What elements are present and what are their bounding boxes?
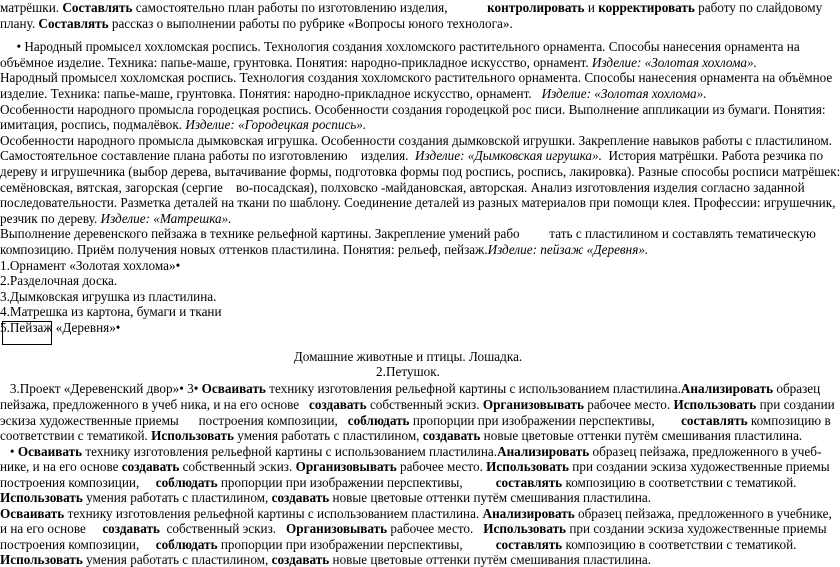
text-run: образец пейзажа, предложенного в учеб- [589, 444, 822, 459]
text-run: новые цветовые оттенки путём смешивания пластилина. [329, 490, 652, 505]
italic-item: Изделие: «Дымковская игрушка». [415, 148, 602, 163]
text-line [0, 428, 816, 443]
text-line [0, 180, 816, 195]
text-run: новые цветовые оттенки путём смешивания пластилина. [480, 428, 803, 443]
text-run: 1.Орнамент «Золотая хохлома»• [0, 258, 181, 273]
text-run: Народный промысел хохломская роспись. Технология создания хохломского растительного орнамента. Способы нанесения орнамента на объёмное [0, 70, 833, 85]
text-run: работу по слайдовому [694, 0, 823, 15]
text-run: умения работать с пластилином, [82, 552, 272, 567]
text-run: пропорции при изображении перспективы, [217, 475, 496, 490]
text-line [0, 381, 821, 396]
bold-term: Использовать [0, 490, 83, 505]
italic-item: Изделие: «Городецкая роспись». [185, 117, 367, 132]
text-line [0, 102, 826, 117]
text-line [0, 86, 816, 101]
bold-term: создавать [271, 552, 330, 567]
text-line [0, 397, 835, 412]
italic-item: Изделие: пейзаж «Деревня». [487, 242, 649, 257]
text-run: пейзажа, предложенного в учеб ника, и на его основе [0, 397, 310, 412]
bold-term: создавать [271, 490, 330, 505]
text-run: объёмное изделие. Техника: папье-маше, грунтовка. Понятия: народно-прикладное искусство, орнамент. [0, 55, 592, 70]
text-line [0, 506, 832, 521]
text-run: История матрёшки. Работа резчика по [601, 148, 824, 163]
bold-term: Анализировать [680, 381, 774, 396]
text-run: самостоятельно план работы по изготовлению изделия, [132, 0, 488, 15]
text-run: имитация, роспись, подмалёвок. [0, 117, 186, 132]
bold-term: Осваивать [201, 381, 266, 396]
italic-item: Изделие: «Матрешка». [100, 211, 232, 226]
text-run: рабочее место. [387, 521, 484, 536]
text-line [0, 289, 816, 304]
empty-frame [2, 321, 52, 345]
bold-term: Составлять [38, 16, 109, 31]
text-run: • Народный промысел хохломская роспись. Технология создания хохломского растительного орнамента. Способы нанесения орнамента на [0, 39, 800, 54]
italic-item: Изделие: «Золотая хохлома». [541, 86, 707, 101]
bold-term: соблюдать [155, 475, 218, 490]
text-run: умения работать с пластилином, [233, 428, 423, 443]
bold-term: создавать [309, 397, 367, 412]
text-run: нике, и на его основе [0, 459, 122, 474]
text-run: рассказ о выполнении работы по рубрике «Вопросы юного технолога». [108, 16, 513, 31]
section-heading: Домашние животные и птицы. Лошадка. [293, 349, 523, 364]
text-run: резчик по дереву. [0, 211, 101, 226]
bold-term: соблюдать [155, 537, 218, 552]
bold-term: Анализировать [482, 506, 575, 521]
text-line [0, 242, 816, 257]
text-run: дереву и игрушечника (выбор дерева, вытачивание формы, подготовка формы под роспись, роспись, лакировка). Разные способы росписи матрёшек: [0, 164, 840, 179]
bold-term: создавать [121, 459, 180, 474]
text-run: соответствии с тематикой. [0, 428, 152, 443]
text-line [0, 148, 824, 163]
text-run: построения композиции, [0, 475, 156, 490]
bold-term: составлять [495, 475, 563, 490]
text-run: композицию в [747, 413, 831, 428]
text-line [0, 475, 816, 490]
bold-term: контролировать [487, 0, 585, 15]
bold-term: соблюдать [347, 413, 410, 428]
text-run: новые цветовые оттенки путём смешивания пластилина. [329, 552, 652, 567]
text-line [0, 552, 816, 567]
text-run: 3.Проект «Деревенский двор»• 3• [0, 381, 202, 396]
text-run: умения работать с пластилином, [82, 490, 272, 505]
text-run: технику изготовления рельефной картины с использованием пластилина. [82, 444, 498, 459]
text-run: технику изготовления рельефной картины с использованием пластилина. [64, 506, 483, 521]
text-run: пропорции при изображении перспективы, [409, 413, 682, 428]
text-line [0, 413, 831, 428]
text-run: матрёшки. [0, 0, 63, 15]
bold-term: составлять [495, 537, 563, 552]
text-run: собственный эскиз. [179, 459, 296, 474]
text-line [0, 226, 816, 241]
bold-term: составлять [681, 413, 748, 428]
bold-term: создавать [102, 521, 160, 536]
text-line [0, 490, 816, 505]
italic-item: Изделие: «Золотая хохлома». [591, 55, 757, 70]
text-run: при создании [756, 397, 835, 412]
text-line [0, 195, 836, 210]
bold-term: Использовать [673, 397, 757, 412]
text-run: пропорции при изображении перспективы, [217, 537, 496, 552]
text-line [0, 273, 816, 288]
text-run: и [584, 0, 599, 15]
text-line [0, 164, 840, 179]
bold-term: Осваивать [17, 444, 83, 459]
text-line [0, 521, 827, 536]
text-run: построения композиции, [0, 537, 156, 552]
text-run: собственный эскиз. [366, 397, 483, 412]
text-run: при создании эскиза художественные приемы [566, 521, 827, 536]
text-run: собственный эскиз. [159, 521, 286, 536]
text-run: технику изготовления рельефной картины с использованием пластилина. [265, 381, 681, 396]
text-line [0, 55, 816, 70]
text-run: последовательности. Разметка деталей на ткани по шаблону. Соединение деталей из разных материалов при помощи клея. Профессии: игрушечник, [0, 195, 836, 210]
text-run: эскиза художественные приемы построения композиции, [0, 413, 348, 428]
text-run: 4.Матрешка из картона, бумаги и ткани [0, 304, 222, 319]
text-run: композицию в соответствии с тематикой. [562, 475, 797, 490]
text-line [0, 0, 823, 15]
text-line [0, 459, 830, 474]
bold-term: создавать [422, 428, 481, 443]
text-run: 2.Разделочная доска. [0, 273, 118, 288]
bold-term: Организовывать [295, 459, 397, 474]
bold-term: Организовывать [286, 521, 388, 536]
bold-term: Составлять [62, 0, 133, 15]
text-run: при создании эскиза художественные приемы [569, 459, 830, 474]
text-run: рабочее место. [583, 397, 674, 412]
text-run: образец пейзажа, предложенного в учебнике, [574, 506, 832, 521]
text-line [0, 537, 816, 552]
text-run: образец [773, 381, 821, 396]
text-run: рабочее место. [396, 459, 487, 474]
text-run: Особенности народного промысла городецкая роспись. Особенности создания городецкой рос писи. Выполнение аппликации из бумаги. Понятия: [0, 102, 826, 117]
text-line [0, 320, 816, 335]
bold-term: Организовывать [482, 397, 584, 412]
bold-term: Анализировать [497, 444, 590, 459]
text-run: композицию в соответствии с тематикой. [562, 537, 797, 552]
text-line [0, 304, 816, 319]
text-run: 3.Дымковская игрушка из пластилина. [0, 289, 217, 304]
text-line [0, 70, 833, 85]
bold-term: Использовать [151, 428, 234, 443]
text-run: Выполнение деревенского пейзажа в технике рельефной картины. Закрепление умений рабо тать с пластилином и составлять тематическую [0, 226, 816, 241]
text-line [0, 117, 816, 132]
text-run: Самостоятельное составление плана работы по изготовлению изделия. [0, 148, 416, 163]
text-run: композицию. Приём получения новых оттенков пластилина. Понятия: рельеф, пейзаж. [0, 242, 488, 257]
text-line [0, 16, 816, 31]
bold-term: Использовать [486, 459, 569, 474]
text-run: семёновская, вятская, загорская (сергие во-посадская), полховско -майдановская, авторская. Анализ изготовления изделия согласно заданной [0, 180, 805, 195]
text-line [0, 258, 816, 273]
bold-term: Осваивать [0, 506, 65, 521]
text-run: и на его основе [0, 521, 103, 536]
text-line [0, 444, 822, 459]
text-run: Особенности народного промысла дымковская игрушка. Особенности создания дымковской игрушки. Закрепление навыков работы с пластилином. [0, 133, 833, 148]
text-run: • [0, 444, 18, 459]
text-run: плану. [0, 16, 39, 31]
bold-term: Использовать [0, 552, 83, 567]
text-run: 5.Пейзаж «Деревня»• [0, 320, 121, 335]
section-heading: 2.Петушок. [376, 364, 440, 379]
text-line [0, 133, 833, 148]
bold-term: корректировать [598, 0, 695, 15]
text-run: изделие. Техника: папье-маше, грунтовка. Понятия: народно-прикладное искусство, орнамент. [0, 86, 542, 101]
text-line [0, 39, 816, 54]
text-line [0, 211, 816, 226]
bold-term: Использовать [483, 521, 567, 536]
